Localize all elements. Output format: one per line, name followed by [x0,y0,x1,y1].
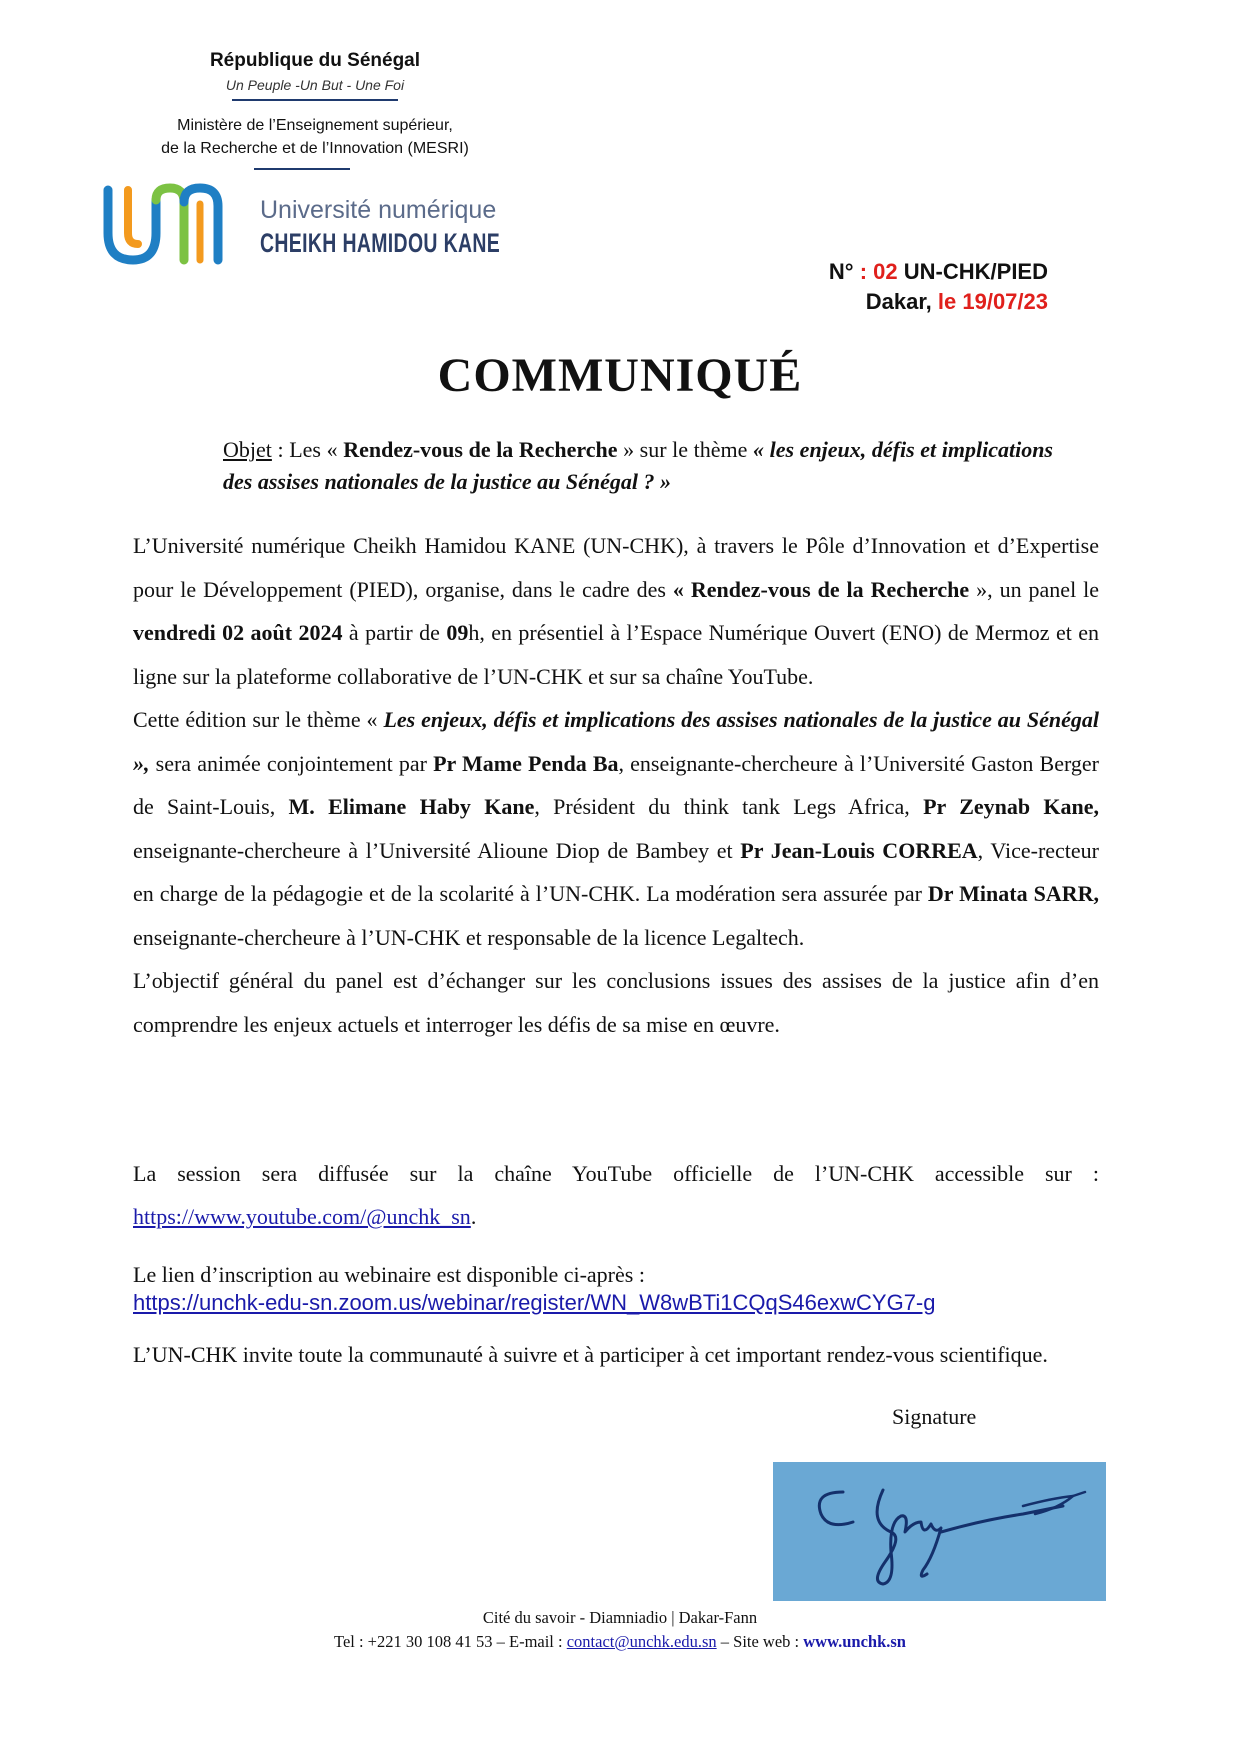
ministry-name [110,114,520,160]
ministry-line-2: de la Recherche et de l’Innovation (MESRI) [161,140,469,157]
footer-email-link[interactable]: contact@unchk.edu.sn [566,1632,717,1651]
university-logo [98,178,508,272]
logo-text-line-2: CHEIKH HAMIDOU KANE [260,228,501,258]
event-time: 09 [446,620,469,645]
signature-label: Signature [892,1404,977,1429]
reference-city: Dakar, [865,289,938,314]
logo-text-line-1: Université numérique [260,196,497,224]
event-date: vendredi 02 août 2024 [133,620,343,645]
footer-web-label: – Site web : [716,1632,804,1651]
registration-text: Le lien d’inscription au webinaire est disponible ci-après : [133,1262,645,1287]
speaker-name: Pr Zeynab Kane, [923,794,1100,819]
paragraph-3: L’objectif général du panel est d’échanger sur les conclusions issues des assises de la justice afin d’en comprendre les enjeux actuels et interroger les défis de sa mise en œuvre. [133,968,1099,1037]
youtube-link[interactable]: https://www.youtube.com/@unchk_sn [133,1204,471,1229]
communique-body [133,524,1099,1046]
text: Cette édition sur le thème « [133,707,384,732]
page-title: COMMUNIQUÉ [437,349,803,402]
text: , Président du think tank Legs Africa, [534,794,924,819]
footer [0,1606,1240,1654]
header-divider [232,99,398,101]
speaker-name: Pr Mame Penda Ba [433,750,619,776]
speaker-name: M. Elimane Haby Kane [288,794,535,819]
subject-text: : Les « [271,437,344,462]
header-divider-2 [254,168,350,170]
session-paragraph [133,1152,1099,1238]
un-chk-logo-icon [98,178,258,272]
reference-number: 02 [873,259,898,284]
text: sera animée conjointement par [149,750,434,776]
text: , enseignante-chercheure à l’Université Gaston Berger de Saint-Louis, [133,750,1100,819]
moderator-name: Dr Minata SARR, [927,881,1099,906]
subject-text: » sur le thème [617,437,754,462]
reference-colon: : [859,259,874,284]
republic-title: République du Sénégal [209,50,421,71]
reference-number-line [829,257,1048,287]
footer-website-link[interactable]: www.unchk.sn [803,1632,906,1651]
text: L’Université numérique Cheikh Hamidou KANE (UN-CHK), à travers le Pôle d’Innovation et d’Expertise pour le Développement (PIED), organise, dans le cadre des [133,533,1099,602]
reference-date: 19/07/23 [962,289,1048,314]
paragraph-1 [133,524,1099,698]
theme: Les enjeux, défis et implications des assises nationales de la justice au Sénégal », [133,707,1099,776]
event-name: « Rendez-vous de la Recherche [672,576,970,602]
text: , Vice-recteur en charge de la pédagogie et de la scolarité à l’UN-CHK. La modération sera assurée par [133,837,1099,906]
subject-label: Objet [223,437,272,462]
registration-link-line [133,1290,1099,1316]
invitation-paragraph: L’UN-CHK invite toute la communauté à suivre et à participer à cet important rendez-vous scientifique. [133,1342,1048,1367]
webinar-registration-link[interactable]: https://unchk-edu-sn.zoom.us/webinar/register/WN_W8wBTi1CQqS46exwCYG7-g [133,1290,936,1315]
signature-image [773,1462,1106,1601]
text: h, en présentiel à l’Espace Numérique Ouvert (ENO) de Mermoz et en ligne sur la plateforme collaborative de l’UN-CHK et sur sa chaîne YouTube. [133,620,1100,689]
reference-date-prefix: le [937,289,963,314]
text: enseignante-chercheure à l’Université Alioune Diop de Bambey et [133,837,741,863]
reference-date-line [829,287,1048,317]
speaker-name: Pr Jean-Louis CORREA [740,837,978,863]
ministry-line-1: Ministère de l’Enseignement supérieur, [177,117,453,134]
reference-block [829,257,1048,317]
text: enseignante-chercheure à l’UN-CHK et responsable de la licence Legaltech. [133,924,805,950]
republic-motto: Un Peuple -Un But - Une Foi [225,77,405,93]
text: à partir de [342,620,447,645]
text: La session sera diffusée sur la chaîne YouTube officielle de l’UN-CHK accessible sur : [133,1161,1099,1186]
text: », un panel le [969,576,1100,602]
text: . [470,1204,477,1229]
footer-contact [0,1630,1240,1654]
reference-number-label: N° [828,259,860,284]
footer-address: Cité du savoir - Diamniadio | Dakar-Fann [482,1608,758,1627]
subject-event: Rendez-vous de la Recherche [343,437,618,462]
handwritten-signature-icon [773,1462,1106,1601]
subject-theme: « les enjeux, défis et implications des assises nationales de la justice au Sénégal ? » [223,437,1053,494]
footer-phone: Tel : +221 30 108 41 53 – E-mail : [334,1632,567,1651]
subject-line [223,434,1053,498]
paragraph-2 [133,698,1099,959]
reference-code: UN-CHK/PIED [897,259,1048,284]
